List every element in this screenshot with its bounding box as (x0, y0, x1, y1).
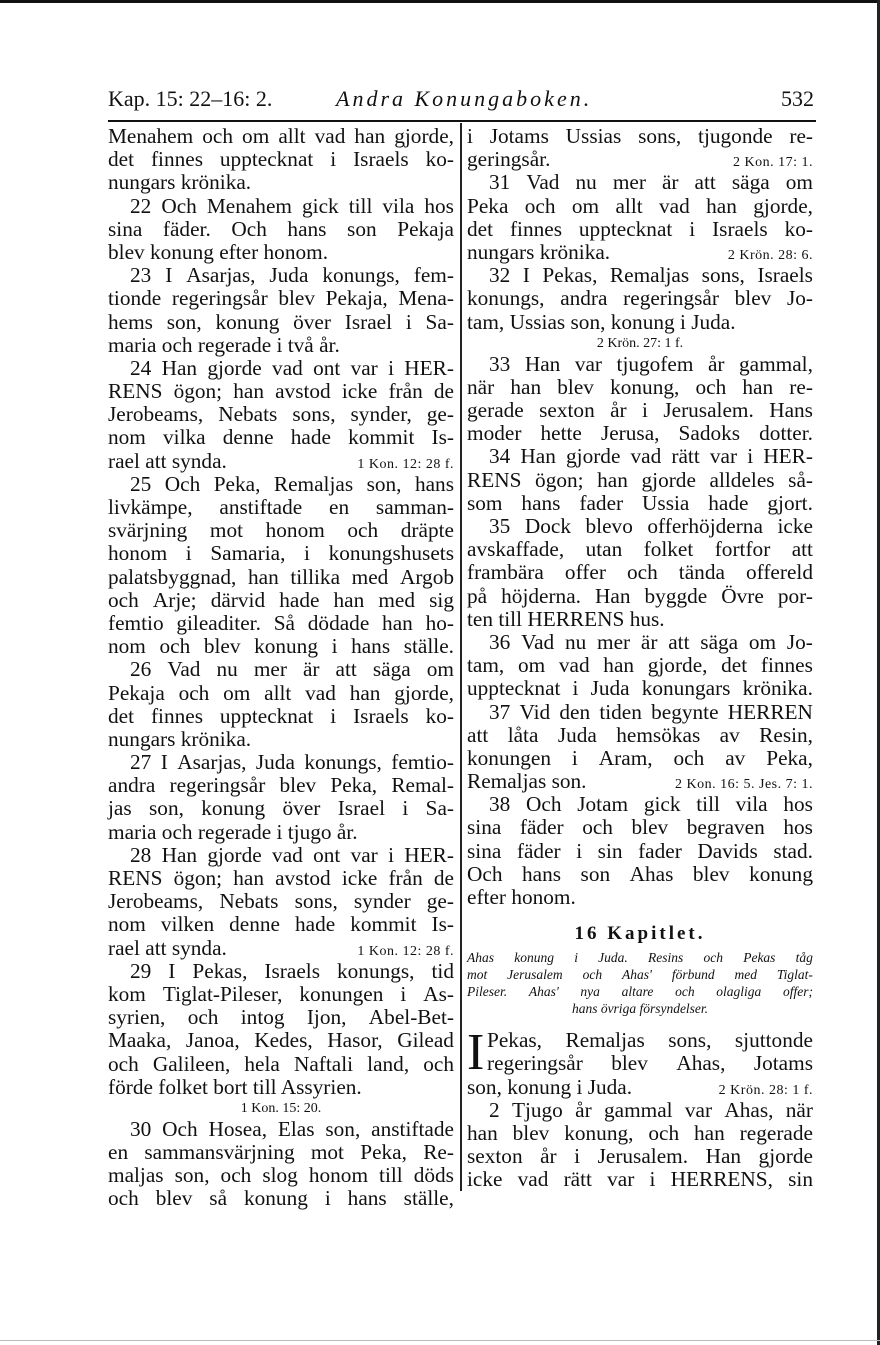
header-rule (108, 120, 816, 122)
text-line: en sammansvärjning mot Peka, Re- (108, 1140, 454, 1165)
text-line: moder hette Jerusa, Sadoks dotter. (467, 421, 813, 446)
chapter-summary (467, 949, 813, 1017)
text-line: tam, om vad han gjorde, det finnes (467, 653, 813, 678)
text-line: 33 Han var tjugofem år gammal, (489, 351, 813, 376)
text-line: Jerobeams, Nebats sons, synder ge- (108, 889, 454, 914)
top-border (0, 0, 880, 3)
page-header (108, 86, 814, 118)
text-line: 23 I Asarjas, Juda konungs, fem- (130, 263, 454, 288)
text-line: kom Tiglat-Pileser, konungen i As- (108, 981, 454, 1006)
text-line (467, 770, 813, 793)
cross-reference: 1 Kon. 12: 28 f. (357, 943, 454, 959)
summary-line: Ahas konung i Juda. Resins och Pekas tåg (467, 950, 813, 966)
text-line: blev konung efter honom. (108, 239, 329, 264)
text-line (467, 148, 813, 171)
chapter-heading: 16 Kapitlet. (574, 923, 706, 945)
text-line: att låta Juda hemsökas av Resin, (467, 722, 813, 747)
text-line: gerade sexton år i Jerusalem. Hans (467, 398, 813, 423)
text-line (467, 1076, 813, 1099)
text-line: det finnes upptecknat i Israels ko- (467, 216, 813, 241)
text-line: honom i Samaria, i konungshusets (108, 541, 454, 566)
text-line: konungs, andra regeringsår blev Jo- (467, 286, 813, 311)
text-line: 30 Och Hosea, Elas son, anstiftade (130, 1116, 454, 1141)
text-line: tam, Ussias son, konung i Juda. (467, 309, 736, 334)
text-line: 35 Dock blevo offerhöjderna icke (489, 514, 813, 538)
text-line: Pekaja och om allt vad han gjorde, (108, 680, 454, 705)
text-line: Och hans son Ahas blev konung (467, 861, 813, 886)
text-line: och Galileen, hela Naftali land, och (108, 1051, 454, 1076)
text-line: svärjning mot honom och dräpte (108, 518, 454, 543)
text-line: upptecknat i Juda konungars krönika. (467, 676, 813, 701)
right-column (467, 125, 813, 1192)
column-divider (460, 123, 462, 1191)
text-line: RENS ögon; han gjorde alldeles så- (467, 467, 813, 492)
text-line: maria och regerade i två år. (108, 332, 340, 357)
text-line: nungars krönika. (108, 170, 252, 195)
line-text: son, konung i Juda. (467, 1074, 633, 1099)
left-column (108, 125, 454, 1211)
cross-reference: 2 Krön. 28: 1 f. (718, 1082, 813, 1098)
dropcap-lines (467, 1024, 813, 1082)
text-line: 25 Och Peka, Remaljas son, hans (130, 471, 454, 496)
text-line: som hans fader Ussia hade gjort. (467, 490, 813, 515)
summary-line: hans övriga försyndelser. (571, 1001, 709, 1017)
text-line: Jerobeams, Nebats sons, synder, ge- (108, 402, 454, 427)
text-line: maljas son, och slog honom till döds (108, 1163, 454, 1188)
chapter-reference: Kap. 15: 22–16: 2. (108, 86, 273, 111)
text-line: när han blev konung, och han re- (467, 374, 813, 399)
cross-reference: 2 Kon. 17: 1. (733, 155, 813, 171)
text-line: sexton år i Jerusalem. Han gjorde (467, 1144, 813, 1169)
text-line: 26 Vad nu mer är att säga om (130, 657, 454, 682)
text-line: 32 I Pekas, Remaljas sons, Israels (489, 263, 813, 288)
page-number: 532 (781, 86, 814, 111)
text-line: sina fäder i sin fader Davids stad. (467, 838, 813, 863)
text-line: regeringsår blev Ahas, Jotams (487, 1051, 813, 1076)
text-line: jas son, konung över Israel i Sa- (108, 796, 454, 821)
text-line: palatsbyggnad, han tillika med Argob (108, 564, 454, 589)
text-line: 22 Och Menahem gick till vila hos (130, 193, 454, 218)
text-line: 38 Och Jotam gick till vila hos (489, 792, 813, 817)
text-line: tionde regeringsår blev Pekaja, Mena- (108, 286, 454, 311)
text-line: nom och blev konung i hans ställe. (108, 634, 454, 659)
text-line: syrien, och intog Ijon, Abel-Bet- (108, 1005, 454, 1030)
text-line: och blev så konung i hans ställe, (108, 1186, 454, 1211)
text-line: 34 Han gjorde vad rätt var i HER- (489, 444, 813, 469)
text-line: Menahem och om allt vad han gjorde, (108, 124, 454, 148)
summary-line: Pileser. Ahas' nya altare och olagliga offer; (467, 984, 813, 1000)
right-column-continuation (467, 1076, 813, 1192)
text-line: sina fäder. Och hans son Pekaja (108, 216, 454, 241)
text-line: 31 Vad nu mer är att säga om (489, 170, 813, 195)
text-line: andra regeringsår blev Peka, Remal- (108, 773, 454, 798)
text-line: icke vad rätt var i HERRENS, sin (467, 1167, 813, 1192)
chapter-opening (467, 1024, 813, 1082)
text-line: efter honom. (467, 885, 576, 909)
text-line: Pekas, Remaljas sons, sjuttonde (487, 1028, 813, 1053)
text-line: 36 Vad nu mer är att säga om Jo- (489, 629, 813, 654)
text-line: 27 I Asarjas, Juda konungs, femtio- (130, 750, 454, 775)
bottom-edge (0, 1340, 880, 1341)
text-line: nungars krönika. (108, 726, 252, 751)
text-line: maria och regerade i tjugo år. (108, 819, 358, 844)
text-line: det finnes upptecknat i Israels ko- (108, 147, 454, 172)
dropcap-letter: I (467, 1024, 485, 1082)
text-line: livkämpe, anstiftade en samman- (108, 495, 454, 519)
text-line: avskaffade, utan folket fortfor att (467, 537, 813, 562)
text-line: och Arje; därvid hade han med sig (108, 587, 454, 612)
line-text: Remaljas son. (467, 769, 587, 794)
book-title: Andra Konungaboken. (336, 86, 593, 111)
text-line (467, 241, 813, 264)
text-line: sina fäder och blev begraven hos (467, 815, 813, 840)
text-line: han blev konung, och han regerade (467, 1120, 813, 1145)
text-line: frambära offer och tända offereld (467, 560, 813, 585)
text-line: hems son, konung över Israel i Sa- (108, 309, 454, 334)
cross-reference: 2 Kon. 16: 5. Jes. 7: 1. (675, 777, 813, 793)
cross-reference: 2 Krön. 28: 6. (727, 247, 813, 263)
line-text: nungars krönika. (467, 239, 611, 264)
text-line (108, 450, 454, 473)
text-line: 28 Han gjorde vad ont var i HER- (130, 842, 454, 867)
line-text: rael att synda. (108, 448, 227, 473)
text-line: det finnes upptecknat i Israels ko- (108, 703, 454, 728)
cross-reference: 1 Kon. 15: 20. (240, 1100, 322, 1116)
text-line: 24 Han gjorde vad ont var i HER- (130, 355, 454, 380)
text-line: femtio gileaditer. Så dödade han ho- (108, 610, 454, 635)
text-line: i Jotams Ussias sons, tjugonde re- (467, 124, 813, 148)
line-text: geringsår. (467, 147, 551, 172)
right-column-verses (467, 125, 813, 909)
text-line: förde folket bort till Assyrien. (108, 1074, 362, 1099)
text-line: 2 Tjugo år gammal var Ahas, när (489, 1097, 813, 1122)
cross-reference: 2 Krön. 27: 1 f. (596, 335, 684, 351)
summary-line: mot Jerusalem och Ahas' förbund med Tiglat- (467, 967, 813, 983)
text-line: på höjderna. Han byggde Övre por- (467, 583, 813, 608)
line-text: rael att synda. (108, 935, 227, 960)
text-line: 37 Vid den tiden begynte HERREN (489, 699, 813, 724)
text-line: ten till HERRENS hus. (467, 606, 665, 631)
text-line: nom vilka denne hade kommit Is- (108, 425, 454, 450)
cross-reference: 1 Kon. 12: 28 f. (357, 456, 454, 472)
text-line: RENS ögon; han avstod icke från de (108, 866, 454, 890)
text-line: 29 I Pekas, Israels konungs, tid (130, 958, 454, 983)
text-line (108, 937, 454, 960)
text-line: konungen i Aram, och av Peka, (467, 745, 813, 770)
text-line: RENS ögon; han avstod icke från de (108, 379, 454, 404)
text-line: Maaka, Janoa, Kedes, Hasor, Gilead (108, 1028, 454, 1053)
text-line: Peka och om allt vad han gjorde, (467, 193, 813, 218)
text-line: nom vilken denne hade kommit Is- (108, 912, 454, 937)
